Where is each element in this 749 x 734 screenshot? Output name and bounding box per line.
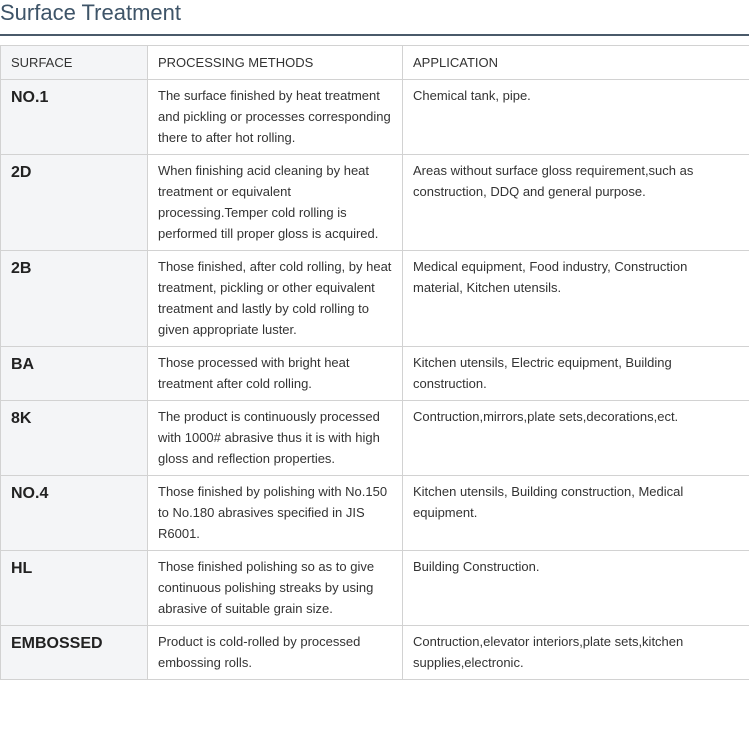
header-surface: SURFACE xyxy=(1,46,148,80)
table-row xyxy=(1,155,749,251)
surface-cell: 2D xyxy=(1,155,148,251)
title-divider xyxy=(0,34,749,36)
page-title: Surface Treatment xyxy=(0,0,181,25)
surface-cell: BA xyxy=(1,347,148,401)
surface-treatment-table xyxy=(0,45,749,680)
table-header-row xyxy=(1,46,749,80)
surface-cell: NO.4 xyxy=(1,476,148,551)
header-application: APPLICATION xyxy=(403,46,749,80)
application-cell: Kitchen utensils, Building construction, Medical equipment. xyxy=(403,476,749,551)
application-cell: Areas without surface gloss requirement,such as construction, DDQ and general purpose. xyxy=(403,155,749,251)
application-cell: Chemical tank, pipe. xyxy=(403,80,749,155)
table-row xyxy=(1,80,749,155)
table-row xyxy=(1,347,749,401)
table-row xyxy=(1,626,749,680)
surface-cell: 8K xyxy=(1,401,148,476)
surface-cell: EMBOSSED xyxy=(1,626,148,680)
application-cell: Kitchen utensils, Electric equipment, Building construction. xyxy=(403,347,749,401)
application-cell: Building Construction. xyxy=(403,551,749,626)
table-row xyxy=(1,551,749,626)
processing-method-cell: Those finished, after cold rolling, by heat treatment, pickling or other equivalent treatment and lastly by cold rolling to given appropriate luster. xyxy=(148,251,403,347)
application-cell: Contruction,elevator interiors,plate sets,kitchen supplies,electronic. xyxy=(403,626,749,680)
surface-cell: 2B xyxy=(1,251,148,347)
application-cell: Medical equipment, Food industry, Construction material, Kitchen utensils. xyxy=(403,251,749,347)
surface-cell: HL xyxy=(1,551,148,626)
table-row xyxy=(1,251,749,347)
processing-method-cell: Those finished by polishing with No.150 to No.180 abrasives specified in JIS R6001. xyxy=(148,476,403,551)
processing-method-cell: Those finished polishing so as to give continuous polishing streaks by using abrasive of suitable grain size. xyxy=(148,551,403,626)
table-row xyxy=(1,476,749,551)
processing-method-cell: When finishing acid cleaning by heat treatment or equivalent processing.Temper cold rolling is performed till proper gloss is acquired. xyxy=(148,155,403,251)
processing-method-cell: Those processed with bright heat treatment after cold rolling. xyxy=(148,347,403,401)
processing-method-cell: Product is cold-rolled by processed embossing rolls. xyxy=(148,626,403,680)
table-row xyxy=(1,401,749,476)
processing-method-cell: The product is continuously processed with 1000# abrasive thus it is with high gloss and reflection properties. xyxy=(148,401,403,476)
application-cell: Contruction,mirrors,plate sets,decorations,ect. xyxy=(403,401,749,476)
surface-cell: NO.1 xyxy=(1,80,148,155)
header-processing-methods: PROCESSING METHODS xyxy=(148,46,403,80)
processing-method-cell: The surface finished by heat treatment and pickling or processes corresponding there to after hot rolling. xyxy=(148,80,403,155)
